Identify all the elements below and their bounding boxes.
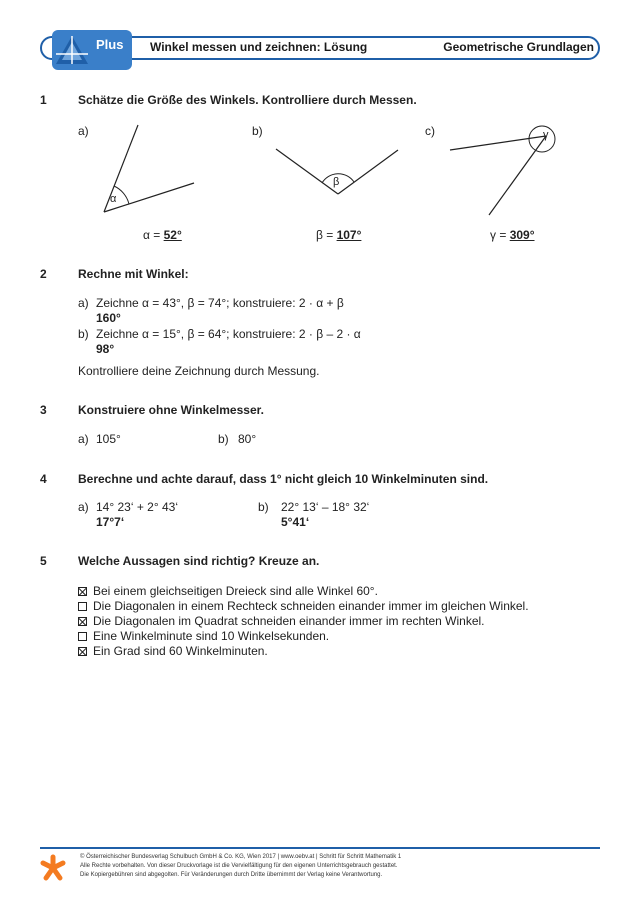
- answer-alpha: α = 52°: [143, 228, 182, 242]
- alpha-symbol: α: [110, 193, 117, 205]
- task-1-label-c: c): [425, 124, 435, 138]
- task-2-note: Kontrolliere deine Zeichnung durch Messung.: [78, 364, 320, 378]
- task-3b-text: 80°: [238, 432, 257, 446]
- task-4a-label: a): [78, 500, 89, 514]
- statement-3: Die Diagonalen im Quadrat schneiden einander immer im rechten Winkel.: [78, 614, 485, 628]
- gamma-symbol: γ: [543, 129, 549, 141]
- checkbox-checked-icon[interactable]: [78, 647, 87, 656]
- task-3a-text: 105°: [96, 432, 121, 446]
- angle-a-figure: [104, 125, 194, 212]
- publisher-asterisk-icon: [40, 854, 66, 882]
- statement-1: Bei einem gleichseitigen Dreieck sind alle Winkel 60°.: [78, 584, 378, 598]
- task-3b-label: b): [218, 432, 229, 446]
- task-4a-text: 14° 23‘ + 2° 43‘: [96, 500, 178, 514]
- task-4b-label: b): [258, 500, 269, 514]
- task-5-title: Welche Aussagen sind richtig? Kreuze an.: [78, 554, 320, 568]
- task-4b-text: 22° 13‘ – 18° 32‘: [281, 500, 370, 514]
- checkbox-checked-icon[interactable]: [78, 617, 87, 626]
- task-2b-label: b): [78, 327, 89, 341]
- answer-gamma: γ = 309°: [490, 228, 535, 242]
- task-1-title: Schätze die Größe des Winkels. Kontrolliere durch Messen.: [78, 93, 417, 107]
- task-3-title: Konstruiere ohne Winkelmesser.: [78, 403, 264, 417]
- task-1-label-b: b): [252, 124, 263, 138]
- task-4b-answer: 5°41‘: [281, 515, 310, 529]
- task-2-title: Rechne mit Winkel:: [78, 267, 189, 281]
- footer-copyright: © Österreichischer Bundesverlag Schulbuch GmbH & Co. KG, Wien 2017 | www.oebv.at | Schritt für Schritt Mathematik 1 Alle Rechte vorbehalten. Von dieser Druckvorlage ist die Vervielfältigung für den eigenen Unterrichtsgebrauch gestattet. Die Kopiergebühren sind abgegolten. Für Veränderungen durch Dritte übernimmt der Verlag keine Verantwortung.: [80, 854, 402, 878]
- checkbox-empty-icon[interactable]: [78, 602, 87, 611]
- task-2a-text: Zeichne α = 43°, β = 74°; konstruiere: 2 · α + β: [96, 296, 344, 310]
- task-4-number: 4: [40, 472, 47, 486]
- angle-c-figure: [450, 126, 555, 215]
- task-2a-answer: 160°: [96, 311, 121, 325]
- task-3a-label: a): [78, 432, 89, 446]
- statement-5: Ein Grad sind 60 Winkelminuten.: [78, 644, 268, 658]
- page-title: Winkel messen und zeichnen: Lösung: [150, 40, 368, 54]
- task-3-number: 3: [40, 403, 47, 417]
- task-2-number: 2: [40, 267, 47, 281]
- task-2b-answer: 98°: [96, 342, 115, 356]
- statement-4: Eine Winkelminute sind 10 Winkelsekunden.: [78, 629, 329, 643]
- task-2a-label: a): [78, 296, 89, 310]
- logo-text: Plus: [96, 37, 124, 52]
- answer-beta: β = 107°: [316, 228, 362, 242]
- task-2b-text: Zeichne α = 15°, β = 64°; konstruiere: 2 · β – 2 · α: [96, 327, 361, 341]
- task-1-label-a: a): [78, 124, 89, 138]
- checkbox-checked-icon[interactable]: [78, 587, 87, 596]
- checkbox-empty-icon[interactable]: [78, 632, 87, 641]
- task-1-number: 1: [40, 93, 47, 107]
- statement-2: Die Diagonalen in einem Rechteck schneiden einander immer im gleichen Winkel.: [78, 599, 529, 613]
- task-4-title: Berechne und achte darauf, dass 1° nicht gleich 10 Winkelminuten sind.: [78, 472, 489, 486]
- page-topic: Geometrische Grundlagen: [443, 40, 594, 54]
- task-4a-answer: 17°7‘: [96, 515, 125, 529]
- beta-symbol: β: [333, 176, 340, 188]
- footer-divider: [40, 847, 600, 849]
- task-5-number: 5: [40, 554, 47, 568]
